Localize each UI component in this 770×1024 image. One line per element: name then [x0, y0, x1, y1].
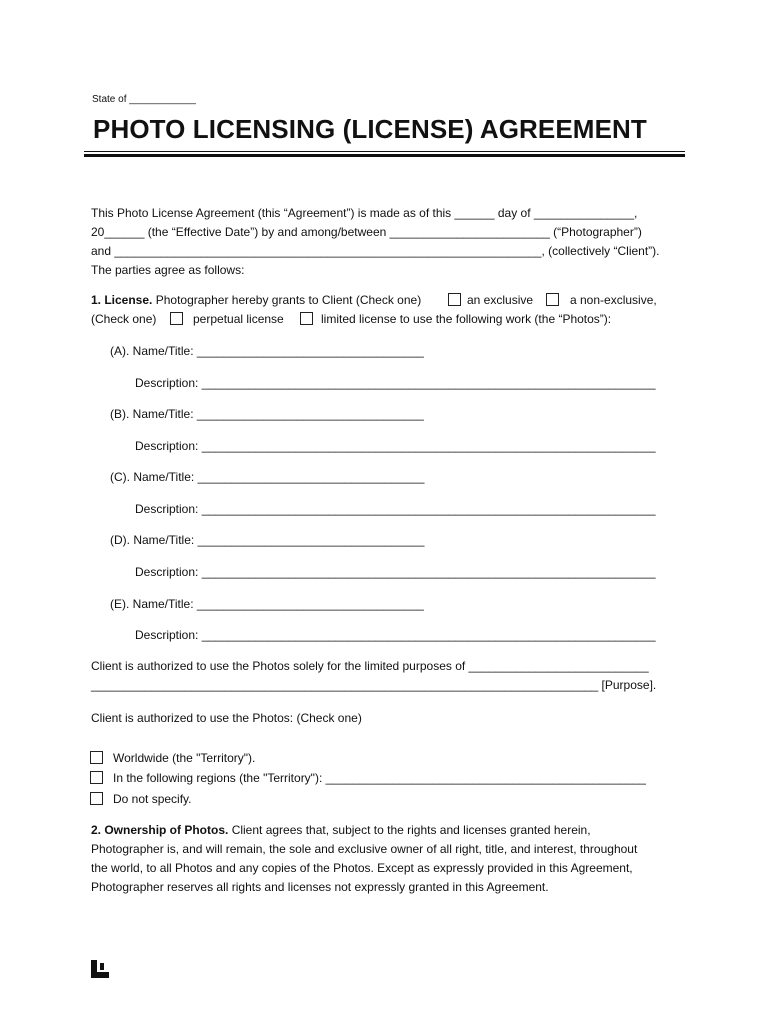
- title-rule-thick: [84, 154, 685, 157]
- purpose-line-2[interactable]: ____________________________________________________________________________ [Purpose].: [91, 678, 657, 692]
- ownership-line-4: Photographer reserves all rights and licenses not expressly granted in this Agreement.: [91, 880, 549, 894]
- territory-worldwide-checkbox[interactable]: [90, 751, 103, 764]
- intro-line-1: This Photo License Agreement (this “Agreement”) is made as of this ______ day of _______________,: [91, 206, 638, 220]
- ownership-line-1-text: Client agrees that, subject to the rights and licenses granted herein,: [231, 823, 591, 837]
- photo-b-name-field[interactable]: (B). Name/Title: __________________________________: [110, 407, 424, 421]
- state-line: State of ____________: [92, 94, 196, 105]
- non-exclusive-checkbox[interactable]: [546, 293, 559, 306]
- intro-line-3: and ________________________________________________________________, (collectively “Client”).: [91, 244, 660, 258]
- photo-b-description-field[interactable]: Description: ____________________________________________________________________: [135, 439, 656, 453]
- photo-e-name-field[interactable]: (E). Name/Title: __________________________________: [110, 597, 424, 611]
- photo-d-description-field[interactable]: Description: ____________________________________________________________________: [135, 565, 656, 579]
- intro-line-4: The parties agree as follows:: [91, 263, 245, 277]
- document-title: PHOTO LICENSING (LICENSE) AGREEMENT: [93, 114, 647, 144]
- territory-worldwide-label: Worldwide (the "Territory").: [113, 751, 256, 765]
- title-rule-thin: [84, 151, 685, 152]
- photo-d-name-field[interactable]: (D). Name/Title: __________________________________: [110, 533, 425, 547]
- territory-intro: Client is authorized to use the Photos: (Check one): [91, 711, 362, 725]
- territory-regions-label[interactable]: In the following regions (the "Territory"): ________________________________________________: [113, 771, 646, 785]
- exclusive-checkbox[interactable]: [448, 293, 461, 306]
- license-heading: 1. License.: [91, 293, 153, 307]
- intro-line-2: 20______ (the “Effective Date”) by and among/between ________________________ (“Photographer”): [91, 225, 642, 239]
- territory-regions-checkbox[interactable]: [90, 771, 103, 784]
- territory-not-specified-label: Do not specify.: [113, 792, 192, 806]
- ownership-line-2: Photographer is, and will remain, the sole and exclusive owner of all right, title, and interest, throughout: [91, 842, 638, 856]
- non-exclusive-label: a non-exclusive,: [570, 293, 657, 307]
- limited-license-checkbox[interactable]: [300, 312, 313, 325]
- photo-a-description-field[interactable]: Description: ____________________________________________________________________: [135, 376, 656, 390]
- photo-c-name-field[interactable]: (C). Name/Title: __________________________________: [110, 470, 425, 484]
- ownership-line-1: [91, 823, 591, 837]
- ownership-line-3: the world, to all Photos and any copies of the Photos. Except as expressly provided in this Agreement,: [91, 861, 633, 875]
- exclusive-label: an exclusive: [467, 293, 534, 307]
- perpetual-license-checkbox[interactable]: [170, 312, 183, 325]
- photo-e-description-field[interactable]: Description: ____________________________________________________________________: [135, 628, 656, 642]
- limited-license-label: limited license to use the following work (the “Photos”):: [321, 312, 612, 326]
- photo-c-description-field[interactable]: Description: ____________________________________________________________________: [135, 502, 656, 516]
- perpetual-license-label: perpetual license: [193, 312, 284, 326]
- license-line-2-prefix: (Check one): [91, 312, 157, 326]
- purpose-line-1[interactable]: Client is authorized to use the Photos solely for the limited purposes of ___________________________: [91, 659, 649, 673]
- license-line-1-text: Photographer hereby grants to Client (Check one): [155, 293, 422, 307]
- territory-not-specified-checkbox[interactable]: [90, 792, 103, 805]
- legal-templates-logo-icon: [91, 960, 109, 978]
- ownership-heading: 2. Ownership of Photos.: [91, 823, 229, 837]
- license-line-1: [91, 293, 421, 307]
- photo-a-name-field[interactable]: (A). Name/Title: __________________________________: [110, 344, 424, 358]
